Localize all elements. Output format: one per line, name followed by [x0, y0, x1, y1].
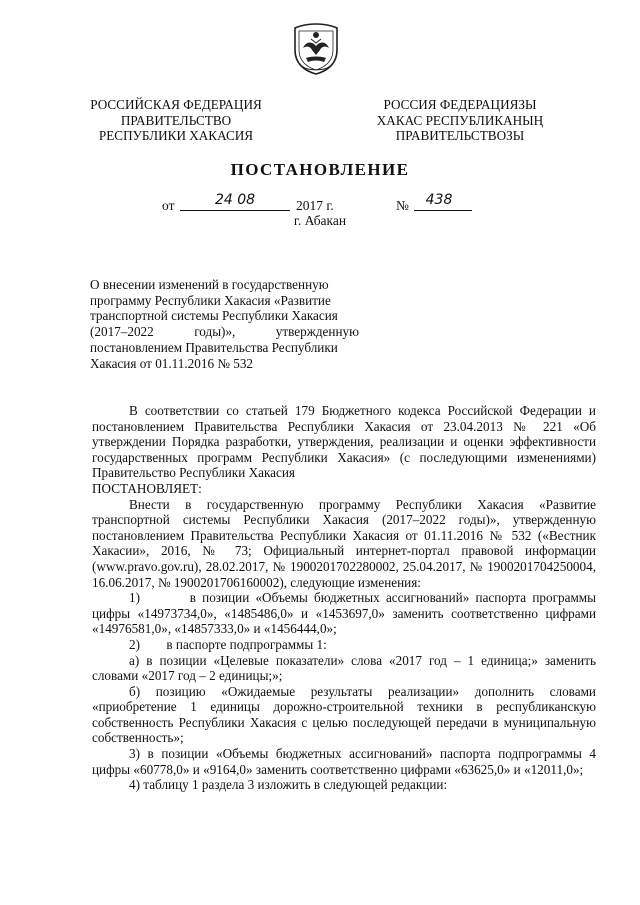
city: г. Абакан — [293, 213, 347, 228]
subject-line: О внесении изменений в государственную — [90, 277, 329, 292]
coat-of-arms-icon — [291, 22, 341, 76]
subject-line: постановлением Правительства Республики — [90, 339, 338, 355]
header-right-line: РОССИЯ ФЕДЕРАЦИЯЗЫ — [383, 97, 537, 112]
subject-line — [90, 324, 359, 340]
document-title: ПОСТАНОВЛЕНИЕ — [230, 160, 410, 179]
decree-word: ПОСТАНОВЛЯЕТ: — [92, 480, 202, 496]
header-right-line: ПРАВИТЕЛЬСТВОЗЫ — [395, 128, 525, 143]
header-right-block — [352, 97, 568, 144]
from-label: от — [162, 198, 175, 213]
body-paragraph: 4) таблицу 1 раздела 3 изложить в следующей редакции: — [129, 777, 448, 793]
body-paragraph: а) в позиции «Целевые показатели» слова «2017 год – 1 единица;» заменить словами «2017 год – 2 единицы;»; — [92, 652, 596, 684]
body-paragraph: 2) в паспорте подпрограммы 1: — [129, 636, 327, 652]
subject-line: программу Республики Хакасия «Развитие — [90, 292, 331, 308]
header-left-line: ПРАВИТЕЛЬСТВО — [120, 112, 232, 128]
body-paragraph: 3) в позиции «Объемы бюджетных ассигнований» паспорта подпрограммы 4 цифры «60778,0» и «9164,0» заменить соответственно цифрами «63625,0» и «12011,0»; — [92, 746, 596, 777]
date-handwritten: 24 08 — [214, 192, 256, 208]
subject-line-part: (2017–2022 — [90, 324, 154, 340]
subject-line-part: годы)», — [194, 324, 236, 340]
number-handwritten: 438 — [425, 192, 453, 208]
subject-line: Хакасия от 01.11.2016 № 532 — [90, 355, 254, 371]
header-left-line: РЕСПУБЛИКИ ХАКАСИЯ — [98, 128, 254, 143]
header-right-line: ХАКАС РЕСПУБЛИКАНЫҢ — [376, 112, 544, 128]
preamble-paragraph: В соответствии со статьей 179 Бюджетного кодекса Российской Федерации и постановлением Правительства Республики Хакасия от 23.04.2013 № 221 «Об утверждении Порядка разработки, утверждения, реализации и оценки эффективности государственных программ Республики Хакасия» (с последующими изменениями) Правительство Республики Хакасия — [92, 403, 596, 481]
subject-line: транспортной системы Республики Хакасия — [90, 308, 338, 324]
body-paragraph: 1) в позиции «Объемы бюджетных ассигнований» паспорта программы цифры «14973734,0», «1485486,0» и «1453697,0» заменить соответственно цифрами «14976581,0», «14857333,0» и «1456444,0»; — [92, 590, 600, 637]
subject-block — [90, 277, 359, 371]
year-label: 2017 г. — [296, 198, 334, 213]
body-paragraph: б) позицию «Ожидаемые результаты реализации» дополнить словами «приобретение 1 единицы дорожно-строительной техники в республиканскую собственность Республики Хакасия с целью последующей передачи в муниципальную собственность»; — [92, 683, 596, 746]
document-body — [92, 403, 600, 793]
body-paragraph: Внести в государственную программу Республики Хакасия «Развитие транспортной системы Республики Хакасия (2017–2022 годы)», утвержденную постановлением Правительства Республики Хакасия от 01.11.2016 № 532 («Вестник Хакасии», 2016, № 73; Официальный интернет-портал правовой информации (www.pravo.gov.ru), 28.02.2017, № 1900201702280002, 25.04.2017, № 1900201704250004, 16.06.2017, № 1900201706160002), следующие изменения: — [92, 496, 596, 590]
header-left-line: РОССИЙСКАЯ ФЕДЕРАЦИЯ — [90, 97, 262, 112]
number-label: № — [396, 198, 409, 213]
header-left-block — [74, 97, 278, 144]
subject-line-part: утвержденную — [275, 324, 359, 340]
